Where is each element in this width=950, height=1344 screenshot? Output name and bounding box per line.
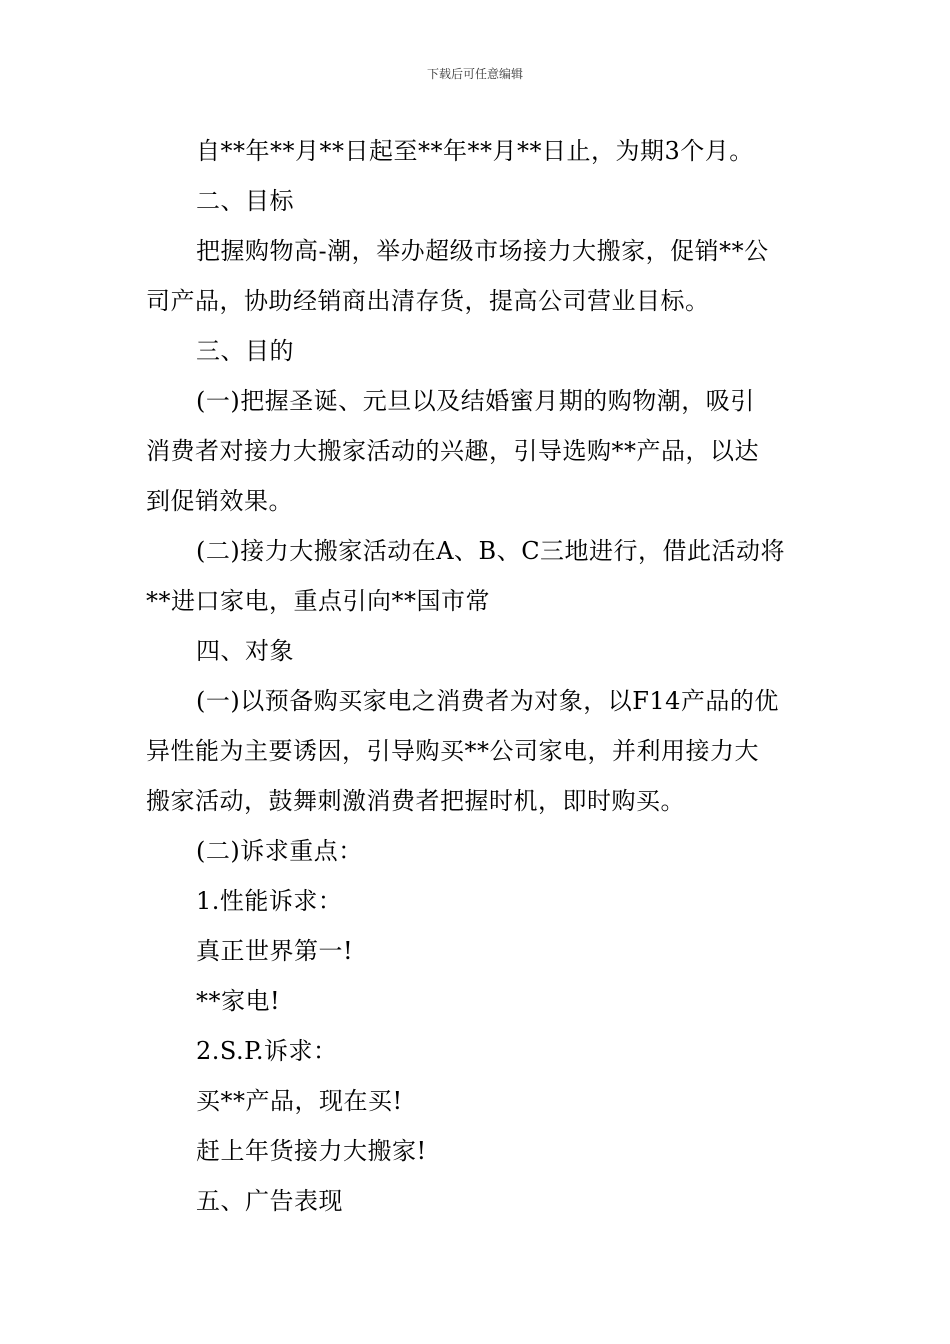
paragraph-line: 自**年**月**日起至**年**月**日止，为期3个月。 <box>196 137 754 165</box>
paragraph-line: 司产品，协助经销商出清存货，提高公司营业目标。 <box>146 287 710 315</box>
paragraph-line: 搬家活动，鼓舞刺激消费者把握时机，即时购买。 <box>146 787 685 815</box>
paragraph-line: 1.性能诉求： <box>196 887 343 915</box>
paragraph-line: 把握购物高-潮，举办超级市场接力大搬家，促销**公 <box>196 237 769 265</box>
section-heading-target: 四、对象 <box>196 637 294 665</box>
paragraph-line: **家电! <box>196 987 281 1015</box>
section-heading-goal: 二、目标 <box>196 187 294 215</box>
paragraph-line: 真正世界第一! <box>196 937 354 965</box>
paragraph-line: 到促销效果。 <box>146 487 293 515</box>
document-body <box>146 126 806 1226</box>
paragraph-line: 赶上年货接力大搬家! <box>196 1137 427 1165</box>
paragraph-line: (二)诉求重点： <box>196 837 363 865</box>
page-header-note: 下载后可任意编辑 <box>426 67 523 81</box>
section-heading-ad: 五、广告表现 <box>196 1187 343 1215</box>
paragraph-line: (二)接力大搬家活动在A、B、C三地进行，借此活动将 <box>196 537 786 565</box>
paragraph-line: 异性能为主要诱因，引导购买**公司家电，并利用接力大 <box>146 737 759 765</box>
section-heading-purpose: 三、目的 <box>196 337 294 365</box>
paragraph-line: 消费者对接力大搬家活动的兴趣，引导选购**产品，以达 <box>146 437 759 465</box>
paragraph-line: 买**产品，现在买! <box>196 1087 403 1115</box>
paragraph-line: (一)以预备购买家电之消费者为对象，以F14产品的优 <box>196 687 779 715</box>
paragraph-line: 2.S.P.诉求： <box>196 1037 338 1065</box>
paragraph-line: **进口家电，重点引向**国市常 <box>146 587 490 615</box>
paragraph-line: (一)把握圣诞、元旦以及结婚蜜月期的购物潮，吸引 <box>196 387 755 415</box>
